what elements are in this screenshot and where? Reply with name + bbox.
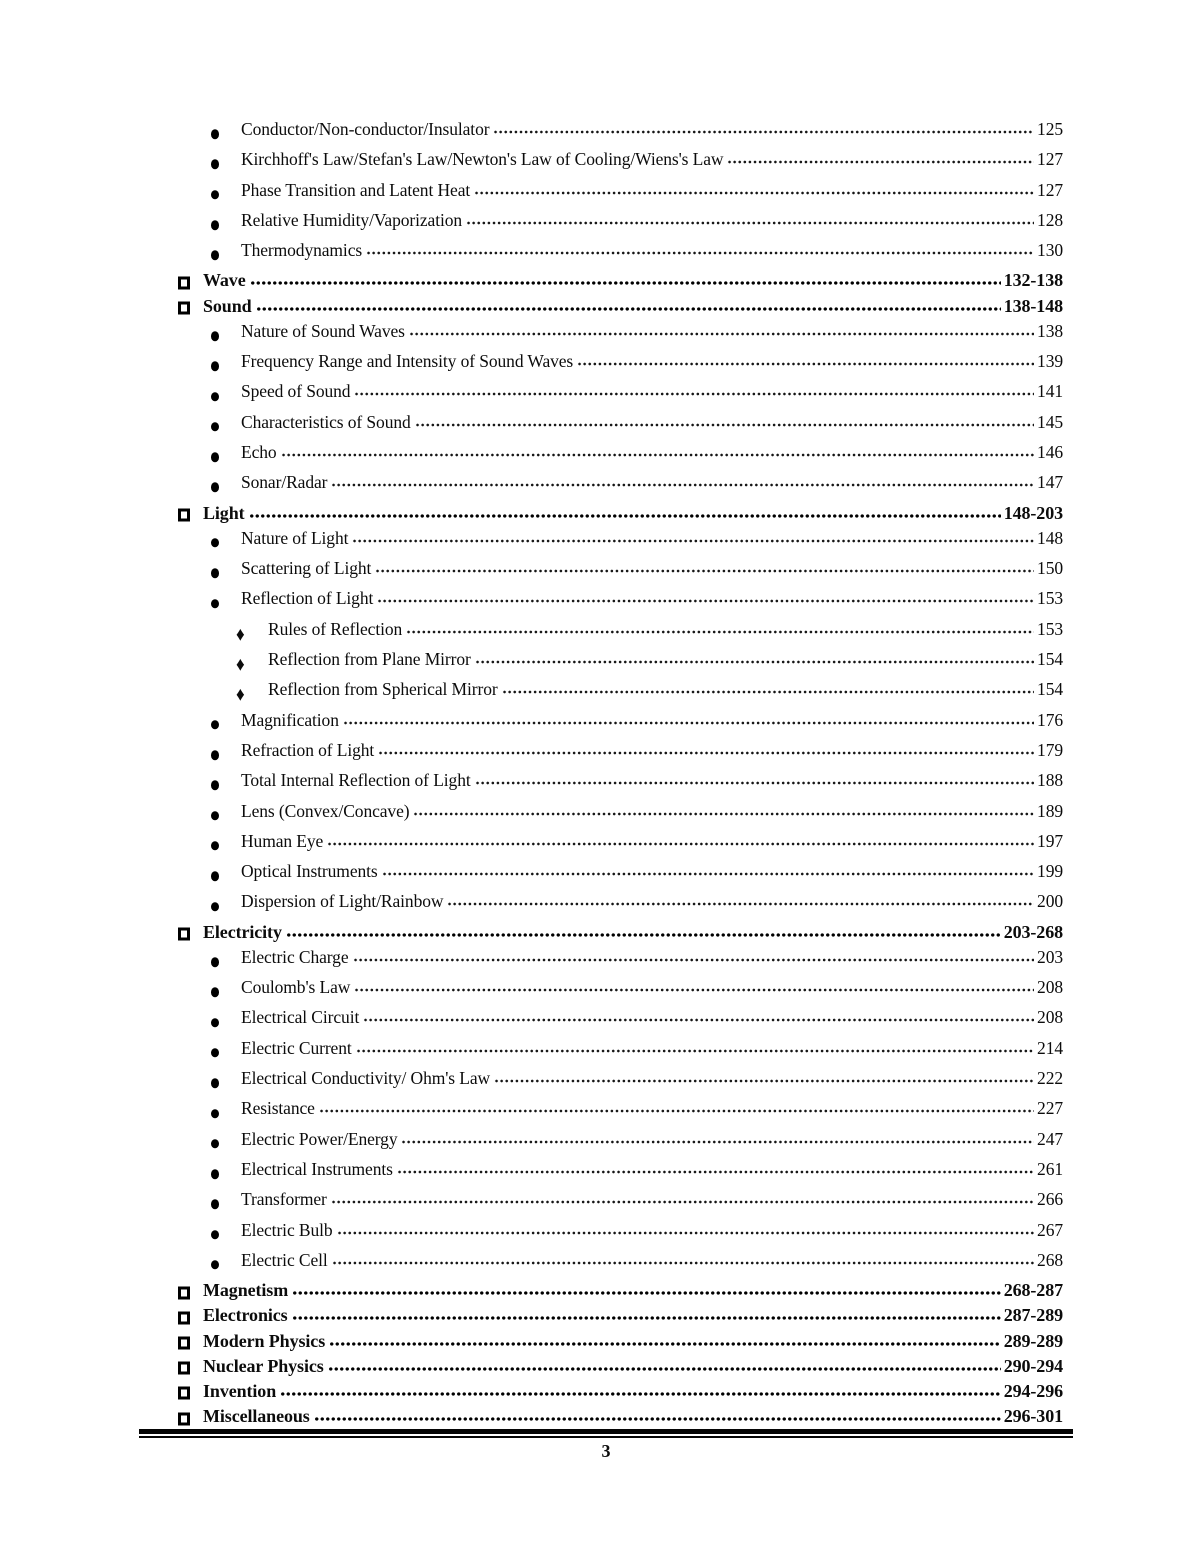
square-bullet-icon [178,302,190,315]
toc-entry [178,770,1063,800]
toc-entry-page: 130 [1037,240,1063,261]
dot-leader [281,452,1034,458]
toc-entry-page: 200 [1037,891,1063,912]
toc-entry [178,558,1063,588]
toc-entry [178,270,1063,295]
toc-entry [178,472,1063,502]
toc-entry-page: 296-301 [1003,1406,1063,1427]
dot-leader [493,129,1034,135]
dot-leader [354,391,1034,397]
toc-entry-label: Refraction of Light [241,739,375,760]
dot-leader [727,159,1034,165]
disc-bullet-icon [211,190,219,200]
toc-entry [178,1129,1063,1159]
disc-bullet-icon [211,452,219,462]
dot-leader [328,1366,1001,1372]
toc-entry-page: 287-289 [1003,1305,1063,1326]
toc-entry-label: Echo [241,442,277,463]
disc-bullet-icon [211,1169,219,1179]
toc-entry-label: Light [203,502,245,523]
toc-entry [178,891,1063,921]
toc-entry-label: Electrical Circuit [241,1007,360,1028]
toc-entry [178,1007,1063,1037]
dot-leader [375,568,1034,574]
disc-bullet-icon [211,988,219,998]
toc-entry-label: Resistance [241,1098,315,1119]
toc-entry-label: Miscellaneous [203,1406,310,1427]
toc-entry-label: Sonar/Radar [241,472,328,493]
toc-entry-page: 127 [1037,149,1063,170]
toc-entry-page: 197 [1037,830,1063,851]
toc-entry-label: Sound [203,295,252,316]
dot-leader [353,957,1035,963]
toc-entry-page: 154 [1037,679,1063,700]
dot-leader [366,250,1034,256]
toc-entry [178,351,1063,381]
toc-entry [178,740,1063,770]
toc-entry-label: Electric Current [241,1037,352,1058]
square-bullet-icon [178,1412,190,1425]
dot-leader [352,538,1034,544]
toc-entry [178,588,1063,618]
toc-entry [178,922,1063,947]
toc-entry-page: 128 [1037,209,1063,230]
toc-entry [178,381,1063,411]
dot-leader [475,780,1034,786]
toc-entry-label: Electricity [203,921,282,942]
square-bullet-icon [178,1337,190,1350]
toc-entry [178,321,1063,351]
toc-entry-page: 268-287 [1003,1280,1063,1301]
dot-leader [502,689,1034,695]
toc-entry-label: Reflection of Light [241,588,374,609]
disc-bullet-icon [211,841,219,851]
square-bullet-icon [178,1286,190,1299]
toc-entry-label: Reflection from Spherical Mirror [268,679,498,700]
toc-entry-page: 145 [1037,411,1063,432]
dot-leader [474,190,1034,196]
dot-leader [378,750,1034,756]
toc-entry-page: 208 [1037,977,1063,998]
toc-entry-label: Optical Instruments [241,861,378,882]
toc-entry-page: 268 [1037,1249,1063,1270]
toc-entry-page: 294-296 [1003,1380,1063,1401]
toc-entry [178,679,1063,709]
toc-entry [178,1098,1063,1128]
toc-entry [178,1250,1063,1280]
toc-entry-page: 266 [1037,1189,1063,1210]
toc-entry [178,1406,1063,1431]
toc-entry-page: 222 [1037,1068,1063,1089]
toc-entry-page: 127 [1037,179,1063,200]
toc-entry [178,412,1063,442]
disc-bullet-icon [211,1048,219,1058]
toc-entry-label: Electric Charge [241,946,349,967]
dot-leader [286,932,1001,938]
dot-leader [292,1315,1001,1321]
toc-list [178,119,1063,1431]
toc-entry-page: 188 [1037,770,1063,791]
toc-entry-page: 176 [1037,709,1063,730]
square-bullet-icon [178,277,190,290]
dot-leader [354,987,1034,993]
disc-bullet-icon [211,1018,219,1028]
toc-entry-page: 261 [1037,1158,1063,1179]
dot-leader [413,811,1034,817]
toc-entry [178,1381,1063,1406]
dot-leader [250,280,1001,286]
footer-rule [139,1429,1073,1438]
toc-entry-label: Conductor/Non-conductor/Insulator [241,119,490,139]
toc-entry-page: 208 [1037,1007,1063,1028]
toc-entry [178,1305,1063,1330]
toc-entry-label: Frequency Range and Intensity of Sound Waves [241,351,574,372]
toc-entry-label: Relative Humidity/Vaporization [241,209,463,230]
toc-entry [178,528,1063,558]
toc-entry-label: Kirchhoff's Law/Stefan's Law/Newton's Law of Cooling/Wiens's Law [241,149,724,170]
toc-entry-label: Electrical Instruments [241,1158,393,1179]
disc-bullet-icon [211,160,219,170]
disc-bullet-icon [211,1200,219,1210]
dot-leader [280,1391,1001,1397]
toc-entry-label: Electric Cell [241,1249,328,1270]
toc-entry-label: Electronics [203,1305,288,1326]
toc-entry-page: 199 [1037,861,1063,882]
toc-entry-label: Lens (Convex/Concave) [241,800,410,821]
toc-entry-page: 138-148 [1003,295,1063,316]
dot-leader [337,1230,1035,1236]
toc-entry-label: Rules of Reflection [268,618,403,639]
disc-bullet-icon [211,1109,219,1119]
toc-entry [178,119,1063,149]
toc-entry-page: 141 [1037,381,1063,402]
dot-leader [475,659,1034,665]
toc-entry-label: Modern Physics [203,1330,326,1351]
dot-leader [356,1048,1034,1054]
toc-entry-page: 125 [1037,119,1063,139]
toc-entry [178,710,1063,740]
toc-entry-page: 179 [1037,739,1063,760]
toc-entry-label: Magnification [241,709,339,730]
disc-bullet-icon [211,331,219,341]
diamond-bullet-icon: ♦ [236,653,245,676]
disc-bullet-icon [211,251,219,261]
toc-entry-page: 247 [1037,1128,1063,1149]
dot-leader [314,1416,1001,1422]
toc-entry-page: 267 [1037,1219,1063,1240]
disc-bullet-icon [211,720,219,730]
disc-bullet-icon [211,599,219,609]
dot-leader [331,1199,1034,1205]
square-bullet-icon [178,1362,190,1375]
toc-entry [178,619,1063,649]
dot-leader [382,871,1034,877]
disc-bullet-icon [211,1230,219,1240]
toc-entry-label: Thermodynamics [241,240,363,261]
disc-bullet-icon [211,569,219,579]
toc-entry-page: 289-289 [1003,1330,1063,1351]
toc-entry-label: Nature of Sound Waves [241,320,405,341]
disc-bullet-icon [211,781,219,791]
dot-leader [319,1108,1034,1114]
toc-entry [178,1331,1063,1356]
disc-bullet-icon [211,1078,219,1088]
disc-bullet-icon [211,1260,219,1270]
disc-bullet-icon [211,129,219,139]
toc-entry-page: 189 [1037,800,1063,821]
toc-entry [178,1220,1063,1250]
toc-entry-label: Scattering of Light [241,558,372,579]
toc-entry [178,801,1063,831]
disc-bullet-icon [211,957,219,967]
toc-entry [178,296,1063,321]
toc-entry-page: 146 [1037,442,1063,463]
diamond-bullet-icon: ♦ [236,622,245,645]
toc-entry-label: Characteristics of Sound [241,411,411,432]
disc-bullet-icon [211,1139,219,1149]
toc-entry [178,1038,1063,1068]
toc-entry [178,442,1063,472]
dot-leader [377,598,1034,604]
toc-entry-page: 153 [1037,588,1063,609]
toc-entry-page: 148-203 [1003,502,1063,523]
toc-entry-label: Electric Bulb [241,1219,333,1240]
toc-entry-page: 148 [1037,527,1063,548]
toc-entry [178,1068,1063,1098]
toc-entry-page: 139 [1037,351,1063,372]
dot-leader [466,220,1034,226]
toc-entry-label: Phase Transition and Latent Heat [241,179,471,200]
diamond-bullet-icon: ♦ [236,683,245,706]
toc-entry [178,210,1063,240]
disc-bullet-icon [211,750,219,760]
dot-leader [415,422,1034,428]
disc-bullet-icon [211,483,219,493]
toc-entry [178,831,1063,861]
toc-entry-page: 203-268 [1003,921,1063,942]
disc-bullet-icon [211,362,219,372]
dot-leader [401,1139,1034,1145]
disc-bullet-icon [211,422,219,432]
page-number: 3 [601,1441,611,1461]
dot-leader [256,306,1001,312]
toc-entry-label: Nature of Light [241,527,349,548]
disc-bullet-icon [211,392,219,402]
toc-entry-label: Dispersion of Light/Rainbow [241,891,444,912]
dot-leader [292,1290,1001,1296]
square-bullet-icon [178,928,190,941]
toc-entry-page: 154 [1037,649,1063,670]
toc-entry-label: Total Internal Reflection of Light [241,770,471,791]
toc-entry-page: 203 [1037,946,1063,967]
dot-leader [409,331,1034,337]
toc-entry [178,947,1063,977]
toc-entry-page: 147 [1037,472,1063,493]
toc-entry-page: 290-294 [1003,1355,1063,1376]
toc-entry [178,149,1063,179]
dot-leader [331,482,1034,488]
toc-entry [178,240,1063,270]
toc-entry [178,649,1063,679]
toc-entry [178,1356,1063,1381]
dot-leader [329,1341,1001,1347]
toc-entry-label: Human Eye [241,830,324,851]
toc-entry-label: Transformer [241,1189,327,1210]
toc-entry-page: 227 [1037,1098,1063,1119]
toc-entry-label: Electrical Conductivity/ Ohm's Law [241,1068,491,1089]
dot-leader [327,841,1034,847]
toc-entry-label: Wave [203,270,246,291]
toc-entry-label: Invention [203,1380,277,1401]
toc-entry [178,1159,1063,1189]
dot-leader [577,361,1034,367]
toc-entry [178,1280,1063,1305]
dot-leader [494,1078,1034,1084]
toc-entry [178,180,1063,210]
disc-bullet-icon [211,902,219,912]
dot-leader [249,513,1001,519]
toc-entry [178,861,1063,891]
square-bullet-icon [178,509,190,522]
square-bullet-icon [178,1387,190,1400]
toc-entry-label: Electric Power/Energy [241,1128,398,1149]
dot-leader [406,629,1034,635]
disc-bullet-icon [211,220,219,230]
toc-entry-page: 214 [1037,1037,1063,1058]
toc-entry-page: 132-138 [1003,270,1063,291]
toc-entry [178,503,1063,528]
dot-leader [397,1169,1034,1175]
disc-bullet-icon [211,538,219,548]
square-bullet-icon [178,1311,190,1324]
toc-entry [178,977,1063,1007]
toc-entry-page: 138 [1037,320,1063,341]
toc-entry-page: 153 [1037,618,1063,639]
toc-entry-label: Coulomb's Law [241,977,351,998]
dot-leader [447,901,1034,907]
toc-entry-label: Nuclear Physics [203,1355,324,1376]
toc-entry-page: 150 [1037,558,1063,579]
dot-leader [343,720,1034,726]
toc-entry [178,1189,1063,1219]
toc-entry-label: Reflection from Plane Mirror [268,649,471,670]
toc-entry-label: Magnetism [203,1280,289,1301]
toc-entry-label: Speed of Sound [241,381,351,402]
disc-bullet-icon [211,871,219,881]
dot-leader [332,1260,1034,1266]
disc-bullet-icon [211,811,219,821]
dot-leader [363,1017,1034,1023]
